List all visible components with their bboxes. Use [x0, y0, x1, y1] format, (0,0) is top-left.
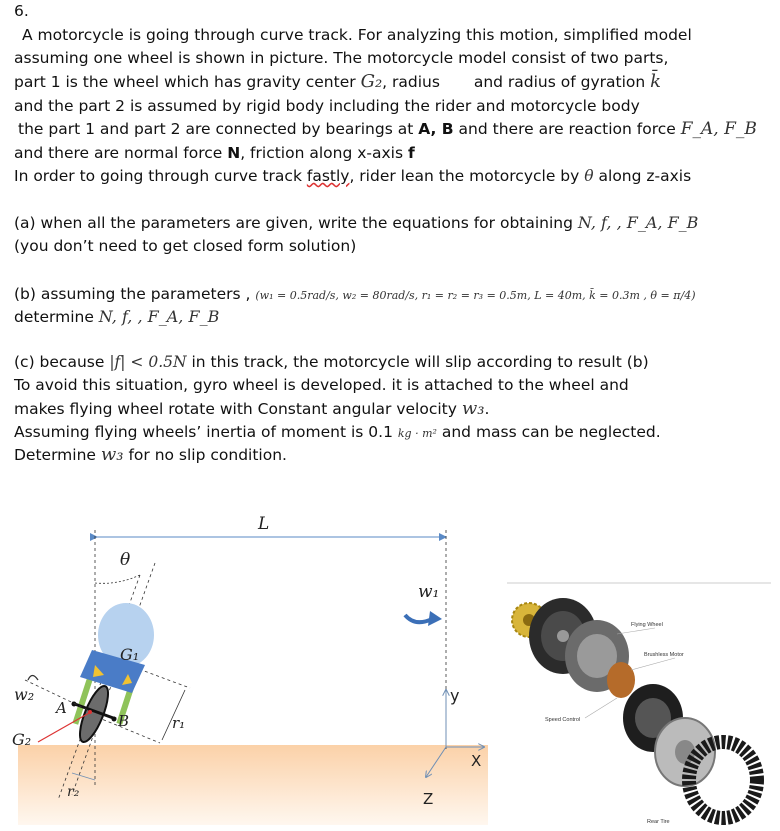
ground	[18, 745, 488, 825]
part-c-line-1: (c) because |f| < 0.5N in this track, the motorcycle will slip according to result (b)	[14, 353, 649, 371]
part-b-line-1: (b) assuming the parameters , (w₁ = 0.5rad/s, w₂ = 80rad/s, r₁ = r₂ = r₃ = 0.5m, L = 40m, k̄ = 0.3m , θ = π/4)	[14, 285, 696, 303]
intro-line-6: and there are normal force N, friction along x-axis f	[14, 144, 415, 162]
r2-label: r₂	[67, 784, 80, 800]
y-axis-label: y	[450, 686, 460, 705]
motor-disc-center	[557, 630, 569, 642]
intro-line-4: and the part 2 is assumed by rigid body including the rider and motorcycle body	[14, 97, 640, 115]
z-axis-label: Z	[423, 790, 434, 808]
w1-arrowhead	[428, 611, 442, 626]
gyro-wheel-exploded-view	[505, 580, 773, 830]
brushless-motor	[607, 662, 635, 698]
l-label: L	[258, 514, 270, 534]
r1-label: r₁	[172, 714, 186, 732]
g1-label: G₁	[120, 645, 140, 664]
part-b-params: (w₁ = 0.5rad/s, w₂ = 80rad/s, r₁ = r₂ = r₃ = 0.5m, L = 40m, k̄ = 0.3m , θ = π/4)	[255, 289, 696, 302]
theta-label: θ	[120, 550, 131, 570]
flying-wheel-callout	[617, 628, 655, 634]
w1-rotation-arrow	[405, 615, 432, 622]
math-fa-fb: F_A, F_B	[680, 119, 757, 139]
brushless-motor-label: Brushless Motor	[644, 652, 684, 658]
speed-control-label: Speed Control	[545, 717, 581, 723]
intro-line-2: assuming one wheel is shown in picture. The motorcycle model consist of two parts,	[14, 49, 669, 67]
g2-label: G₂	[12, 730, 32, 749]
math-theta: θ	[584, 167, 594, 185]
part-c-line-2: To avoid this situation, gyro wheel is developed. it is attached to the wheel and	[14, 376, 629, 394]
intro-line-1: A motorcycle is going through curve track. For analyzing this motion, simplified model	[22, 26, 692, 44]
problem-number: 6.	[14, 2, 29, 20]
math-kbar: k̄	[650, 71, 662, 92]
theta-arc	[95, 575, 140, 583]
part-c-line-3: makes flying wheel rotate with Constant angular velocity w₃.	[14, 398, 490, 419]
brushless-motor-callout	[631, 658, 675, 670]
a-label: A	[56, 699, 67, 717]
x-axis-label: X	[471, 752, 482, 770]
b-label: B	[118, 712, 130, 730]
w2-label: w₂	[14, 685, 35, 704]
flying-wheel-label: Flying Wheel	[631, 622, 663, 628]
part-b-line-2: determine N, f, , F_A, F_B	[14, 307, 220, 326]
part-a-line-2: (you don’t need to get closed form solution)	[14, 237, 357, 255]
intro-line-3: part 1 is the wheel which has gravity center G₂, radius and radius of gyration k̄	[14, 71, 662, 92]
w2-rotation-arrow	[28, 676, 38, 681]
speed-control-callout	[585, 698, 617, 718]
part-c-line-4: Assuming flying wheels’ inertia of moment is 0.1 kg · m² and mass can be neglected.	[14, 423, 661, 441]
part-a-line-1: (a) when all the parameters are given, write the equations for obtaining N, f, , F_A, F_B	[14, 213, 699, 232]
w1-label: w₁	[418, 582, 440, 602]
intro-line-5: the part 1 and part 2 are connected by bearings at A, B and there are reaction force F_A, F_B	[18, 119, 757, 139]
motorcycle-diagram	[0, 505, 500, 831]
math-g2: G₂	[360, 71, 383, 92]
part-c-line-5: Determine w₃ for no slip condition.	[14, 444, 287, 465]
intro-line-7: In order to going through curve track fastly, rider lean the motorcycle by θ along z-axis	[14, 167, 692, 185]
rear-tire-label: Rear Tire	[647, 819, 670, 825]
bearing-b	[112, 717, 117, 722]
